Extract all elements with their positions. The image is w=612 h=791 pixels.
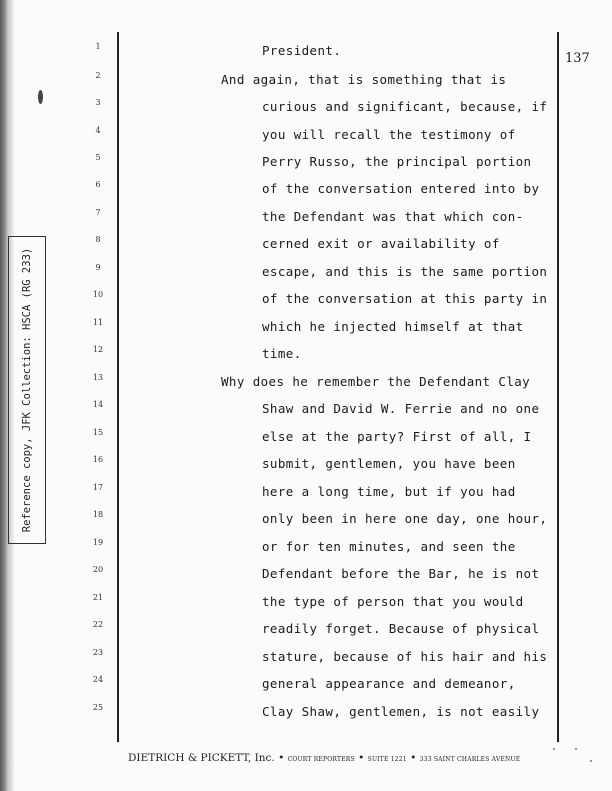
transcript-line: Clay Shaw, gentlemen, is not easily (262, 704, 540, 719)
transcript-line: readily forget. Because of physical (262, 621, 540, 636)
transcript-line: the type of person that you would (262, 594, 524, 609)
transcript-line: stature, because of his hair and his (262, 649, 548, 664)
line-number: 16 (92, 455, 104, 464)
scan-speck (575, 748, 577, 750)
transcript-line: of the conversation entered into by (262, 181, 540, 196)
transcript-line: And again, that is something that is (221, 72, 507, 87)
line-number: 3 (95, 98, 101, 107)
footer-address: 333 SAINT CHARLES AVENUE (419, 756, 521, 763)
scan-speck (590, 760, 592, 762)
line-number: 21 (92, 593, 104, 602)
transcript-line: curious and significant, because, if (262, 99, 548, 114)
transcript-line: the Defendant was that which con- (262, 209, 524, 224)
transcript-line: time. (262, 346, 302, 361)
line-number: 20 (92, 565, 104, 574)
transcript-line: submit, gentlemen, you have been (262, 456, 516, 471)
line-number: 13 (92, 373, 104, 382)
footer-firm: DIETRICH & PICKETT, Inc. (128, 752, 275, 764)
reporter-footer (128, 752, 520, 764)
line-number: 9 (95, 263, 101, 272)
scan-mark (38, 90, 43, 104)
reference-stamp (8, 236, 46, 544)
line-number: 11 (92, 318, 104, 327)
transcript-line: general appearance and demeanor, (262, 676, 516, 691)
line-number: 15 (92, 428, 104, 437)
footer-service: COURT REPORTERS (287, 756, 355, 763)
transcript-line: escape, and this is the same portion (262, 264, 548, 279)
line-number: 7 (95, 208, 101, 217)
transcript-line: else at the party? First of all, I (262, 429, 532, 444)
transcript-line: President. (262, 43, 342, 58)
scan-speck (553, 748, 555, 750)
line-number: 23 (92, 648, 104, 657)
transcript-line: Why does he remember the Defendant Clay (221, 374, 531, 389)
transcript-line: here a long time, but if you had (262, 484, 516, 499)
line-number: 6 (95, 180, 101, 189)
line-number: 24 (92, 675, 104, 684)
transcript-line: only been in here one day, one hour, (262, 511, 548, 526)
line-number: 8 (95, 235, 101, 244)
transcript-line: of the conversation at this party in (262, 291, 548, 306)
footer-separator: • (278, 752, 285, 764)
line-number: 18 (92, 510, 104, 519)
footer-separator: • (410, 752, 417, 764)
page-number: 137 (565, 51, 590, 66)
footer-suite: SUITE 1221 (367, 756, 407, 763)
transcript-line: cerned exit or availability of (262, 236, 500, 251)
line-number: 25 (92, 703, 104, 712)
line-number: 10 (92, 290, 104, 299)
line-number: 2 (95, 71, 101, 80)
line-number: 14 (92, 400, 104, 409)
footer-separator: • (358, 752, 365, 764)
transcript-line: Defendant before the Bar, he is not (262, 566, 540, 581)
transcript-line: Shaw and David W. Ferrie and no one (262, 401, 540, 416)
transcript-line: which he injected himself at that (262, 319, 524, 334)
transcript-line: Perry Russo, the principal portion (262, 154, 532, 169)
line-number: 5 (95, 153, 101, 162)
line-number: 19 (92, 538, 104, 547)
reference-stamp-text: Reference copy, JFK Collection: HSCA (RG 233) (21, 247, 33, 533)
line-number: 22 (92, 620, 104, 629)
transcript-line: or for ten minutes, and seen the (262, 539, 516, 554)
line-number: 4 (95, 126, 101, 135)
line-number: 12 (92, 345, 104, 354)
line-number: 17 (92, 483, 104, 492)
transcript-line: you will recall the testimony of (262, 127, 516, 142)
line-number: 1 (95, 42, 101, 51)
